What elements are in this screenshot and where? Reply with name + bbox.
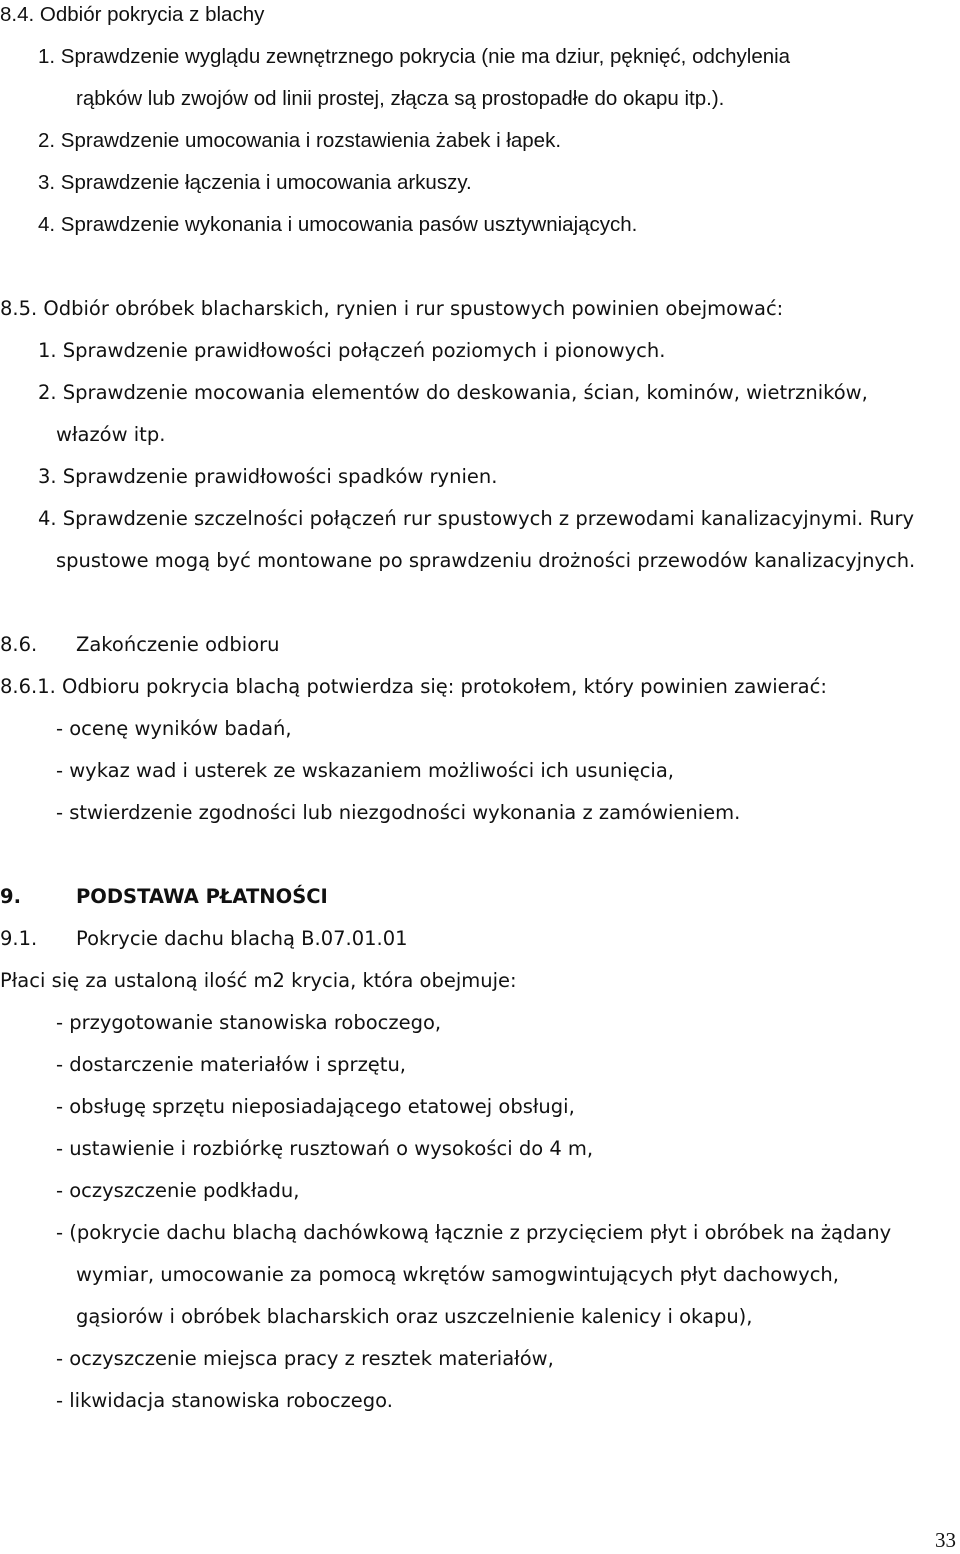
section-8-6-1-text: 8.6.1. Odbioru pokrycia blachą potwierdza się: protokołem, który powinien zawierać: (0, 675, 827, 698)
payment-bullet-cont: gąsiorów i obróbek blacharskich oraz uszczelnienie kalenicy i okapu), (76, 1305, 753, 1328)
payment-bullet: - oczyszczenie podkładu, (56, 1179, 300, 1202)
section-9-1-number: 9.1. (0, 927, 38, 950)
section-8-5-item-2-cont: włazów itp. (56, 423, 166, 446)
protocol-bullet: - wykaz wad i usterek ze wskazaniem możliwości ich usunięcia, (56, 759, 674, 782)
section-8-5-item-4-cont: spustowe mogą być montowane po sprawdzeniu drożności przewodów kanalizacyjnych. (56, 549, 916, 572)
payment-intro: Płaci się za ustaloną ilość m2 krycia, która obejmuje: (0, 969, 517, 992)
section-8-4-item-2: 2. Sprawdzenie umocowania i rozstawienia żabek i łapek. (38, 129, 562, 152)
section-8-4-heading: 8.4. Odbiór pokrycia z blachy (0, 3, 265, 26)
protocol-bullet: - ocenę wyników badań, (56, 717, 292, 740)
section-8-4-item-1: 1. Sprawdzenie wyglądu zewnętrznego pokrycia (nie ma dziur, pęknięć, odchylenia (38, 45, 791, 68)
payment-bullet: - przygotowanie stanowiska roboczego, (56, 1011, 442, 1034)
section-8-5-item-1: 1. Sprawdzenie prawidłowości połączeń poziomych i pionowych. (38, 339, 666, 362)
section-8-5-item-4: 4. Sprawdzenie szczelności połączeń rur spustowych z przewodami kanalizacyjnymi. Rury (38, 507, 914, 530)
section-8-5-item-3: 3. Sprawdzenie prawidłowości spadków rynien. (38, 465, 498, 488)
section-8-4-item-1-cont: rąbków lub zwojów od linii prostej, złącza są prostopadłe do okapu itp.). (76, 87, 725, 110)
section-8-5-heading: 8.5. Odbiór obróbek blacharskich, rynien i rur spustowych powinien obejmować: (0, 297, 784, 320)
protocol-bullet: - stwierdzenie zgodności lub niezgodności wykonania z zamówieniem. (56, 801, 741, 824)
section-8-4-item-3: 3. Sprawdzenie łączenia i umocowania arkuszy. (38, 171, 472, 194)
payment-bullet: - ustawienie i rozbiórkę rusztowań o wysokości do 4 m, (56, 1137, 594, 1160)
section-8-5-item-2: 2. Sprawdzenie mocowania elementów do deskowania, ścian, kominów, wietrzników, (38, 381, 868, 404)
section-9-number: 9. (0, 885, 21, 908)
payment-bullet: - (pokrycie dachu blachą dachówkową łącznie z przycięciem płyt i obróbek na żądany (56, 1221, 892, 1244)
payment-bullet: - oczyszczenie miejsca pracy z resztek materiałów, (56, 1347, 554, 1370)
section-9-1-title: Pokrycie dachu blachą B.07.01.01 (76, 927, 408, 950)
payment-bullet: - likwidacja stanowiska roboczego. (56, 1389, 393, 1412)
payment-bullet-cont: wymiar, umocowanie za pomocą wkrętów samogwintujących płyt dachowych, (76, 1263, 839, 1286)
section-9-title: PODSTAWA PŁATNOŚCI (76, 885, 328, 908)
payment-bullet: - dostarczenie materiałów i sprzętu, (56, 1053, 407, 1076)
section-8-4-item-4: 4. Sprawdzenie wykonania i umocowania pasów usztywniających. (38, 213, 638, 236)
section-8-6-number: 8.6. (0, 633, 38, 656)
page-number: 33 (935, 1528, 956, 1552)
section-8-6-title: Zakończenie odbioru (76, 633, 280, 656)
payment-bullet: - obsługę sprzętu nieposiadającego etatowej obsługi, (56, 1095, 575, 1118)
